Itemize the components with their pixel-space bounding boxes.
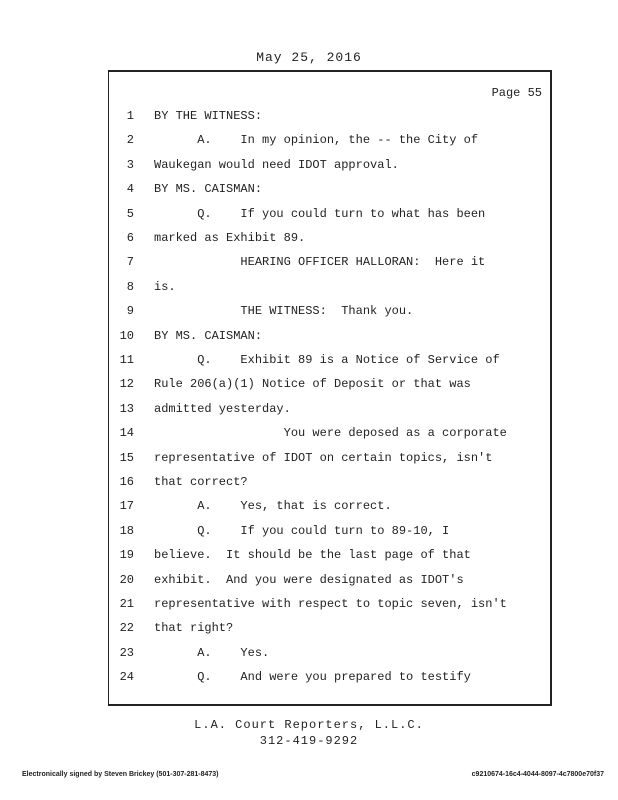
line-text: admitted yesterday. xyxy=(154,401,291,416)
transcript-line xyxy=(108,299,548,323)
line-number: 3 xyxy=(126,157,134,172)
line-number: 2 xyxy=(126,133,134,148)
line-number: 24 xyxy=(119,670,134,685)
line-text: representative of IDOT on certain topics, isn't xyxy=(154,450,493,465)
line-text: A. Yes, that is correct. xyxy=(154,499,392,514)
line-text: A. In my opinion, the -- the City of xyxy=(154,133,479,148)
transcript-line xyxy=(108,275,548,299)
electronic-signature: Electronically signed by Steven Brickey (501-307-281-8473) xyxy=(22,771,219,778)
line-text: Q. Exhibit 89 is a Notice of Service of xyxy=(154,353,500,367)
line-number: 9 xyxy=(126,304,134,319)
line-number: 20 xyxy=(119,572,134,587)
transcript-line xyxy=(108,202,548,226)
transcript-line xyxy=(108,616,548,640)
line-text: You were deposed as a corporate xyxy=(154,426,507,441)
line-text: A. Yes. xyxy=(154,645,270,660)
line-number: 8 xyxy=(126,279,134,294)
transcript-line xyxy=(108,324,548,348)
line-text: BY THE WITNESS: xyxy=(154,109,263,123)
transcript-line xyxy=(108,421,548,445)
transcript-line xyxy=(108,665,548,689)
line-number: 10 xyxy=(119,328,134,343)
line-number: 19 xyxy=(119,548,134,563)
line-number: 15 xyxy=(119,450,134,465)
line-number: 5 xyxy=(126,206,134,221)
line-number: 21 xyxy=(119,597,134,611)
line-text: BY MS. CAISMAN: xyxy=(154,182,263,197)
line-number: 16 xyxy=(119,475,134,489)
line-number: 6 xyxy=(126,231,134,245)
line-text: HEARING OFFICER HALLORAN: Here it xyxy=(154,255,486,270)
line-text: believe. It should be the last page of that xyxy=(154,548,471,563)
line-text: BY MS. CAISMAN: xyxy=(154,328,263,343)
transcript-line xyxy=(108,348,548,372)
line-number: 23 xyxy=(119,645,134,660)
line-number: 14 xyxy=(119,426,134,441)
transcript-line xyxy=(108,372,548,396)
line-number: 1 xyxy=(126,109,134,123)
line-text: Rule 206(a)(1) Notice of Deposit or that was xyxy=(154,377,471,392)
transcript-date: May 25, 2016 xyxy=(256,50,362,65)
transcript-line xyxy=(108,519,548,543)
transcript-line xyxy=(108,446,548,470)
transcript-line xyxy=(108,397,548,421)
transcript-line xyxy=(108,641,548,665)
line-number: 7 xyxy=(126,255,134,270)
transcript-line xyxy=(108,250,548,274)
transcript-line xyxy=(108,494,548,518)
line-number: 18 xyxy=(119,523,134,538)
line-text: that correct? xyxy=(154,475,248,489)
line-text: exhibit. And you were designated as IDOT's xyxy=(154,572,464,587)
line-text: is. xyxy=(154,279,176,294)
transcript-line xyxy=(108,128,548,152)
line-text: marked as Exhibit 89. xyxy=(154,231,306,245)
line-number: 17 xyxy=(119,499,134,514)
document-hash: c9210674-16c4-4044-8097-4c7800e70f37 xyxy=(471,771,604,778)
line-text: Waukegan would need IDOT approval. xyxy=(154,157,399,172)
transcript-line xyxy=(108,568,548,592)
line-text: Q. And were you prepared to testify xyxy=(154,670,471,685)
transcript-line xyxy=(108,104,548,128)
line-number: 22 xyxy=(119,621,134,636)
line-text: Q. If you could turn to 89-10, I xyxy=(154,523,450,538)
line-number: 11 xyxy=(119,353,134,367)
line-text: THE WITNESS: Thank you. xyxy=(154,304,414,319)
court-reporter-name: L.A. Court Reporters, L.L.C. xyxy=(194,718,424,732)
line-number: 4 xyxy=(126,182,134,197)
page-number: Page 55 xyxy=(491,86,542,100)
line-text: representative with respect to topic seven, isn't xyxy=(154,597,507,611)
line-text: Q. If you could turn to what has been xyxy=(154,206,486,221)
transcript-line xyxy=(108,543,548,567)
transcript-line xyxy=(108,592,548,616)
transcript-line xyxy=(108,470,548,494)
line-text: that right? xyxy=(154,621,234,636)
transcript-line xyxy=(108,177,548,201)
transcript-line xyxy=(108,226,548,250)
line-number: 13 xyxy=(119,401,134,416)
line-number: 12 xyxy=(119,377,134,392)
court-reporter-phone: 312-419-9292 xyxy=(259,734,359,748)
transcript-line xyxy=(108,153,548,177)
